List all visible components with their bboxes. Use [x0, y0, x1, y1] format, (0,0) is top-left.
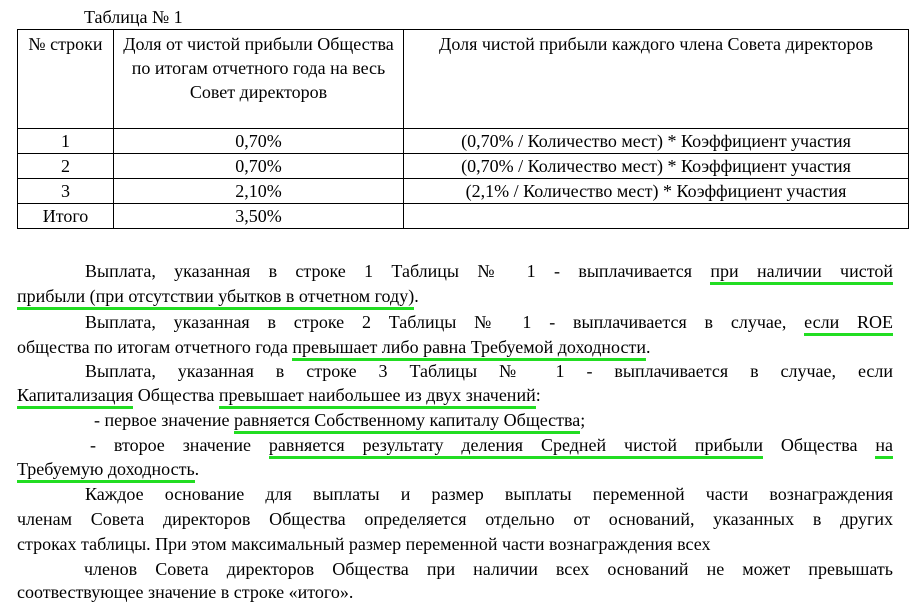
item1-text: - первое значение: [94, 410, 235, 430]
table-total-row: [18, 204, 909, 229]
table-row: [18, 154, 909, 179]
p2-text: Выплата, указанная в строке 2 Таблицы № 1 - выплачивается в случае,: [85, 312, 805, 332]
p4-line4: членов Совета директоров Общества при наличии всех оснований не может превышать: [84, 559, 893, 579]
paragraph-final-line2: [17, 507, 893, 531]
condition-item-2-line2: [17, 457, 893, 481]
paragraph-row3-line1: [17, 359, 893, 383]
item1-highlight: равняется Собственному капиталу Общества: [234, 410, 580, 434]
p4-line2: членам Совета директоров Общества определяется отдельно от оснований, указанных в других: [17, 509, 893, 529]
p2-highlight-cont: превышает либо равна Требуемой доходности: [292, 337, 646, 361]
p3-end: :: [535, 385, 541, 405]
row-number: 3: [18, 179, 114, 204]
total-label: Итого: [18, 204, 114, 229]
row-number: 2: [18, 154, 114, 179]
p4-line1: Каждое основание для выплаты и размер выплаты переменной части вознаграждения: [85, 484, 893, 504]
paragraph-final-line4: [84, 557, 893, 581]
p3-highlight-condition: превышает наибольшее из двух значений: [219, 385, 536, 409]
table-header-row: [18, 30, 909, 129]
item2-end: .: [194, 459, 200, 479]
paragraph-row3-line2: [17, 383, 893, 407]
p3-text: Выплата, указанная в строке 3 Таблицы № 1 - выплачивается в случае, если: [85, 361, 893, 381]
header-row-number: № строки: [18, 30, 114, 129]
table-row: [18, 129, 909, 154]
member-share: (0,70% / Количество мест) * Коэффициент участия: [404, 129, 909, 154]
item1-end: ;: [580, 410, 586, 430]
p1-text: Выплата, указанная в строке 1 Таблицы № 1 - выплачивается: [85, 261, 711, 281]
row-number: 1: [18, 129, 114, 154]
member-share: (0,70% / Количество мест) * Коэффициент участия: [404, 154, 909, 179]
board-share: 0,70%: [114, 129, 404, 154]
item2-text-cont: Общества: [763, 435, 876, 455]
item2-highlight: равняется результату деления Средней чистой прибыли: [269, 435, 763, 459]
paragraph-final-line5: [17, 580, 893, 604]
p2-highlight: если ROE: [804, 312, 893, 336]
p4-line5: соотвествующее значение в строке «итого».: [17, 582, 354, 602]
paragraph-final-line1: [17, 482, 893, 506]
p4-line3: строках таблицы. При этом максимальный размер переменной части вознаграждения всех: [17, 534, 711, 554]
paragraph-row2-line2: [17, 335, 893, 359]
table-caption: Таблица № 1: [84, 7, 183, 27]
member-share: (2,1% / Количество мест) * Коэффициент участия: [404, 179, 909, 204]
board-share: 0,70%: [114, 154, 404, 179]
p2-text-cont: общества по итогам отчетного года: [17, 337, 293, 357]
item2-text: - второе значение: [90, 435, 269, 455]
condition-item-2-line1: [90, 433, 893, 457]
condition-item-1: [94, 408, 919, 432]
p1-end: .: [414, 286, 419, 306]
payout-table: [17, 29, 909, 229]
paragraph-row1-line2: [17, 284, 893, 308]
p3-text-cont: Общества: [133, 385, 219, 405]
p1-highlight-cont: прибыли (при отсутствии убытков в отчетном году): [17, 286, 414, 310]
paragraph-row2-line1: [17, 310, 893, 334]
p2-end: .: [645, 337, 651, 357]
p1-highlight: при наличии чистой: [710, 261, 893, 285]
item2-highlight-na: на: [875, 435, 893, 459]
total-member-share: [404, 204, 909, 229]
p3-highlight-capitalization: Капитализация: [17, 385, 133, 409]
total-share: 3,50%: [114, 204, 404, 229]
header-member-share: Доля чистой прибыли каждого члена Совета директоров: [404, 30, 909, 129]
item2-highlight-cont: Требуемую доходность: [17, 459, 195, 483]
board-share: 2,10%: [114, 179, 404, 204]
paragraph-final-line3: [17, 532, 893, 556]
table-row: [18, 179, 909, 204]
paragraph-row1-line1: [17, 259, 893, 283]
header-board-share: Доля от чистой прибыли Общества по итогам отчетного года на весь Совет директоров: [114, 30, 404, 129]
